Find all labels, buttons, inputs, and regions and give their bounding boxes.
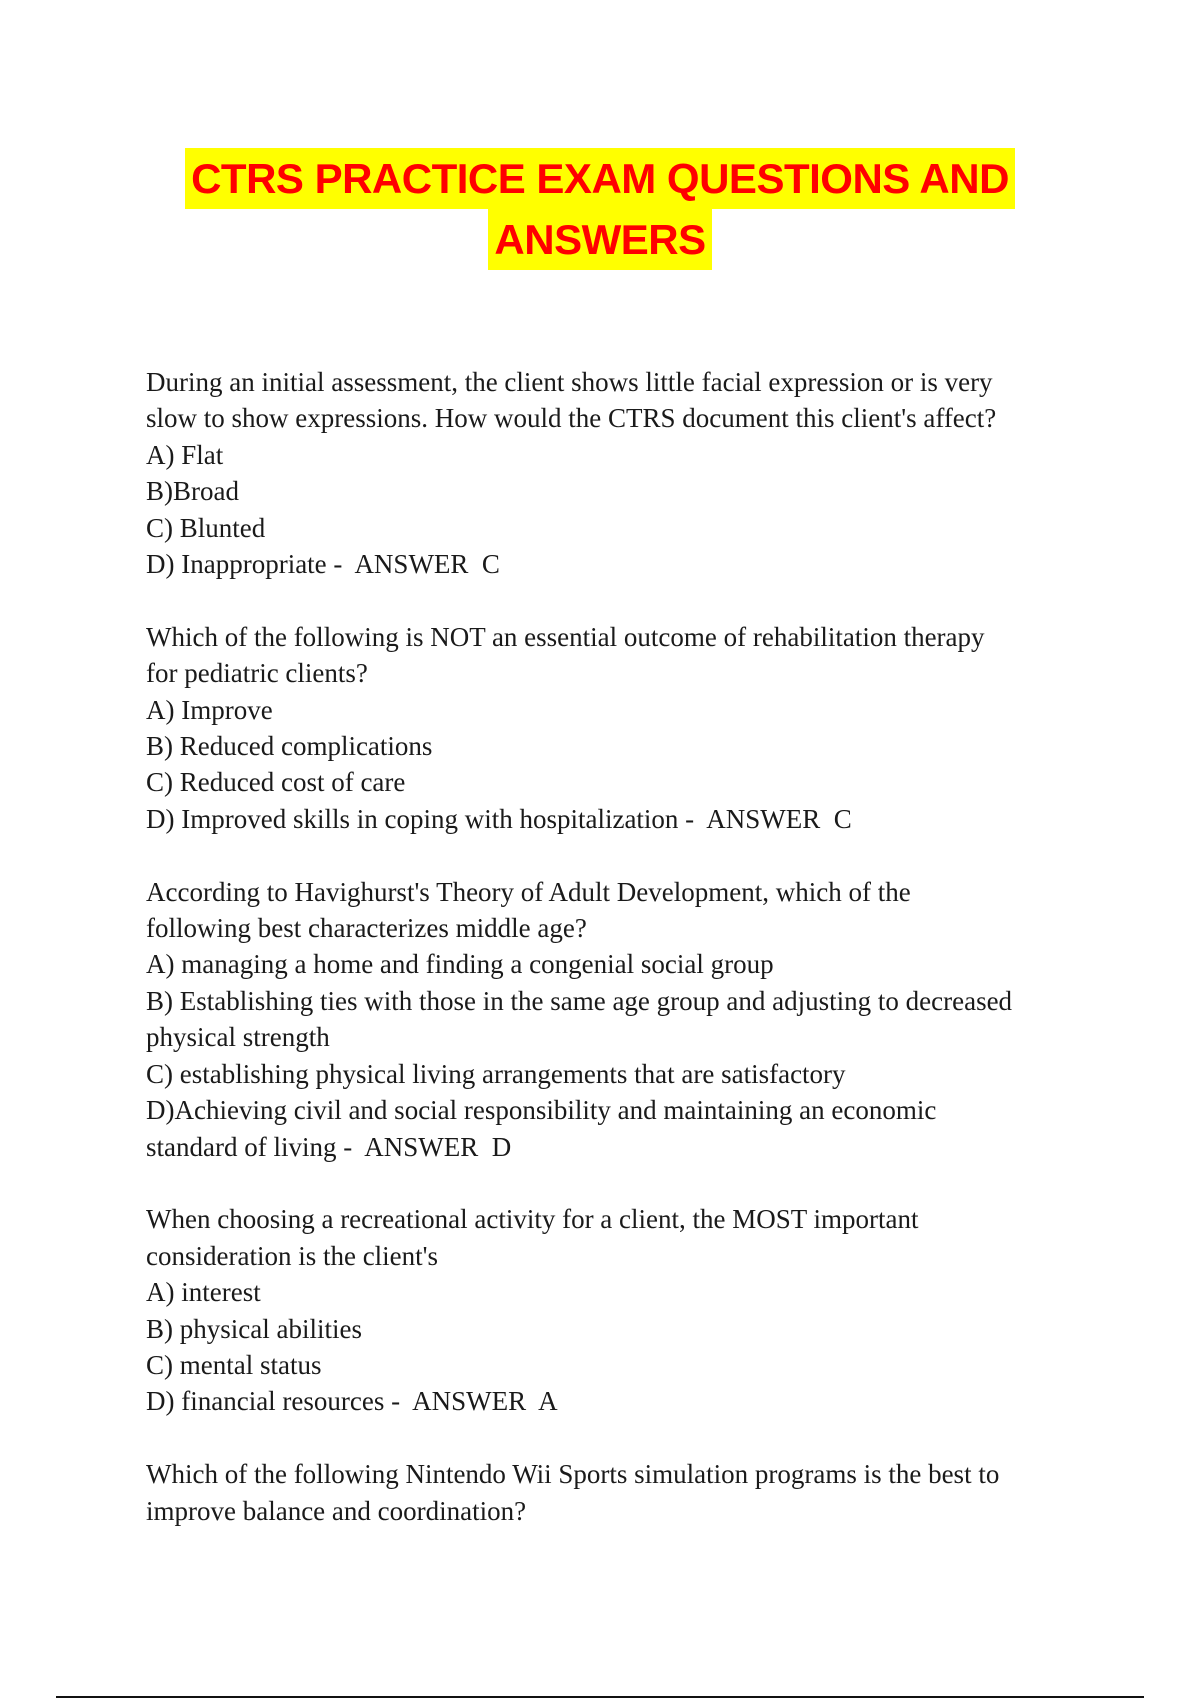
answer-option: C) Reduced cost of care — [146, 767, 406, 798]
answer-key: ANSWER C — [354, 549, 500, 580]
answer-option: C) establishing physical living arrangements that are satisfactory — [146, 1058, 846, 1089]
answer-option: B) physical abilities — [146, 1313, 362, 1344]
answer-option: D)Achieving civil and social responsibility and maintaining an economic — [146, 1095, 937, 1126]
answer-option: C) mental status — [146, 1349, 322, 1380]
question-item — [146, 1201, 1066, 1419]
question-item — [146, 364, 1066, 582]
answer-option: B) Reduced complications — [146, 731, 433, 762]
answer-spacer — [400, 1386, 412, 1416]
answer-option: standard of living - — [146, 1131, 353, 1162]
final-option-line — [146, 546, 1066, 582]
question-item — [146, 1456, 1066, 1529]
answer-spacer — [352, 1132, 364, 1162]
answer-key: ANSWER D — [364, 1131, 512, 1162]
question-prompt-line: Which of the following Nintendo Wii Sports simulation programs is the best to — [146, 1459, 1000, 1490]
answer-option: C) Blunted — [146, 512, 266, 543]
final-option-line — [146, 801, 1066, 837]
question-prompt-line: Which of the following is NOT an essential outcome of rehabilitation therapy — [146, 621, 985, 652]
question-prompt-line: improve balance and coordination? — [146, 1495, 527, 1526]
answer-option: A) interest — [146, 1277, 261, 1308]
final-option-line — [146, 1129, 1066, 1165]
question-item — [146, 874, 1066, 1165]
answer-option: D) Improved skills in coping with hospitalization - — [146, 803, 695, 834]
document-title — [0, 148, 1200, 270]
answer-option: A) managing a home and finding a congenial social group — [146, 949, 774, 980]
answer-option: D) Inappropriate - — [146, 549, 343, 580]
question-prompt-line: During an initial assessment, the client shows little facial expression or is very — [146, 367, 993, 397]
page-bottom-rule — [56, 1696, 1144, 1698]
question-prompt-line: slow to show expressions. How would the CTRS document this client's affect? — [146, 403, 997, 434]
question-prompt-line: According to Havighurst's Theory of Adult Development, which of the — [146, 876, 911, 907]
question-prompt-line: consideration is the client's — [146, 1240, 439, 1271]
question-prompt-line: following best characterizes middle age? — [146, 913, 587, 944]
answer-spacer — [694, 804, 706, 834]
answer-option: A) Improve — [146, 694, 273, 725]
title-line-2: ANSWERS — [488, 209, 711, 270]
answer-spacer — [342, 549, 354, 579]
question-list — [146, 364, 1066, 1565]
question-prompt-line: for pediatric clients? — [146, 658, 368, 689]
answer-option: A) Flat — [146, 439, 224, 470]
question-item — [146, 619, 1066, 837]
final-option-line — [146, 1383, 1066, 1419]
answer-key: ANSWER C — [706, 803, 852, 834]
answer-option: B) Establishing ties with those in the same age group and adjusting to decreased — [146, 985, 1013, 1016]
question-prompt-line: When choosing a recreational activity for a client, the MOST important — [146, 1204, 919, 1235]
answer-option: physical strength — [146, 1022, 330, 1053]
answer-key: ANSWER A — [412, 1386, 558, 1417]
answer-option: D) financial resources - — [146, 1386, 401, 1417]
title-line-1: CTRS PRACTICE EXAM QUESTIONS AND — [185, 148, 1015, 209]
answer-option: B)Broad — [146, 476, 239, 507]
